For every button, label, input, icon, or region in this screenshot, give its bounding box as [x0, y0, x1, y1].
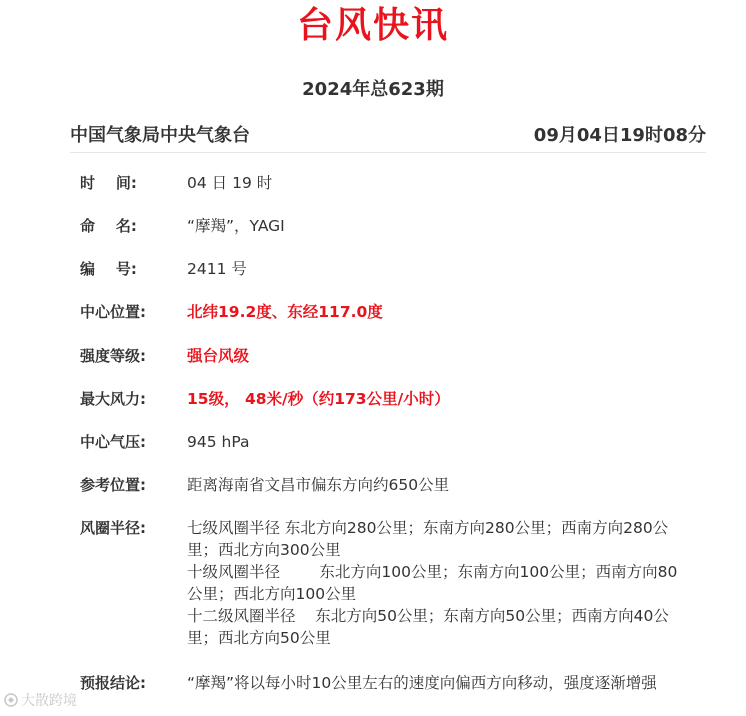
- field-label-center-pressure: 中心气压:: [80, 433, 146, 451]
- field-row-name: [80, 215, 700, 239]
- field-label-wind-radius: 风圈半径:: [80, 519, 146, 537]
- field-value-max-wind: 15级， 48米/秒（约173公里/小时）: [187, 390, 450, 408]
- field-value-wind-radius: 七级风圈半径 东北方向280公里；东南方向280公里；西南方向280公里；西北方向300公里 十级风圈半径 东北方向100公里；东南方向100公里；西南方向80公里；西北方向100公里 十二级风圈半径 东北方向50公里；东南方向50公里；西南方向40公里；西北方向50公里: [187, 519, 678, 647]
- field-label-time: 时 间:: [80, 174, 137, 192]
- field-label-max-wind: 最大风力:: [80, 390, 146, 408]
- field-label-number: 编 号:: [80, 260, 137, 278]
- field-row-center-pressure: [80, 431, 700, 455]
- watermark: [4, 692, 77, 710]
- field-label-intensity-level: 强度等级:: [80, 347, 146, 365]
- field-row-max-wind: [80, 388, 700, 412]
- field-label-reference-position: 参考位置:: [80, 476, 146, 494]
- issue-number: 2024年总623期: [302, 79, 444, 100]
- field-label-forecast: 预报结论:: [80, 674, 146, 692]
- issuing-agency: 中国气象局中央气象台: [70, 125, 250, 146]
- field-row-center-position: [80, 301, 700, 325]
- watermark-text: 大散跨境: [21, 693, 77, 709]
- bulletin-header: [70, 122, 706, 153]
- field-value-number: 2411 号: [187, 260, 247, 278]
- field-row-time: [80, 172, 700, 196]
- issued-time: 09月04日19时08分: [533, 125, 706, 146]
- field-label-name: 命 名:: [80, 217, 137, 235]
- field-value-forecast: “摩羯”将以每小时10公里左右的速度向偏西方向移动，强度逐渐增强: [187, 674, 657, 692]
- field-row-intensity-level: [80, 345, 700, 369]
- field-row-forecast: [80, 672, 700, 716]
- field-row-wind-radius: [80, 517, 700, 651]
- field-value-reference-position: 距离海南省文昌市偏东方向约650公里: [187, 476, 450, 494]
- page-title: 台风快讯: [296, 5, 449, 46]
- field-value-time: 04 日 19 时: [187, 174, 273, 192]
- field-value-center-pressure: 945 hPa: [187, 433, 250, 451]
- field-row-reference-position: [80, 474, 700, 498]
- field-label-center-position: 中心位置:: [80, 303, 146, 321]
- watermark-logo-icon: [4, 693, 18, 707]
- field-value-center-position: 北纬19.2度、东经117.0度: [187, 303, 383, 321]
- field-row-number: [80, 258, 700, 282]
- field-value-intensity-level: 强台风级: [187, 347, 250, 365]
- field-value-name: “摩羯”，YAGI: [187, 217, 285, 235]
